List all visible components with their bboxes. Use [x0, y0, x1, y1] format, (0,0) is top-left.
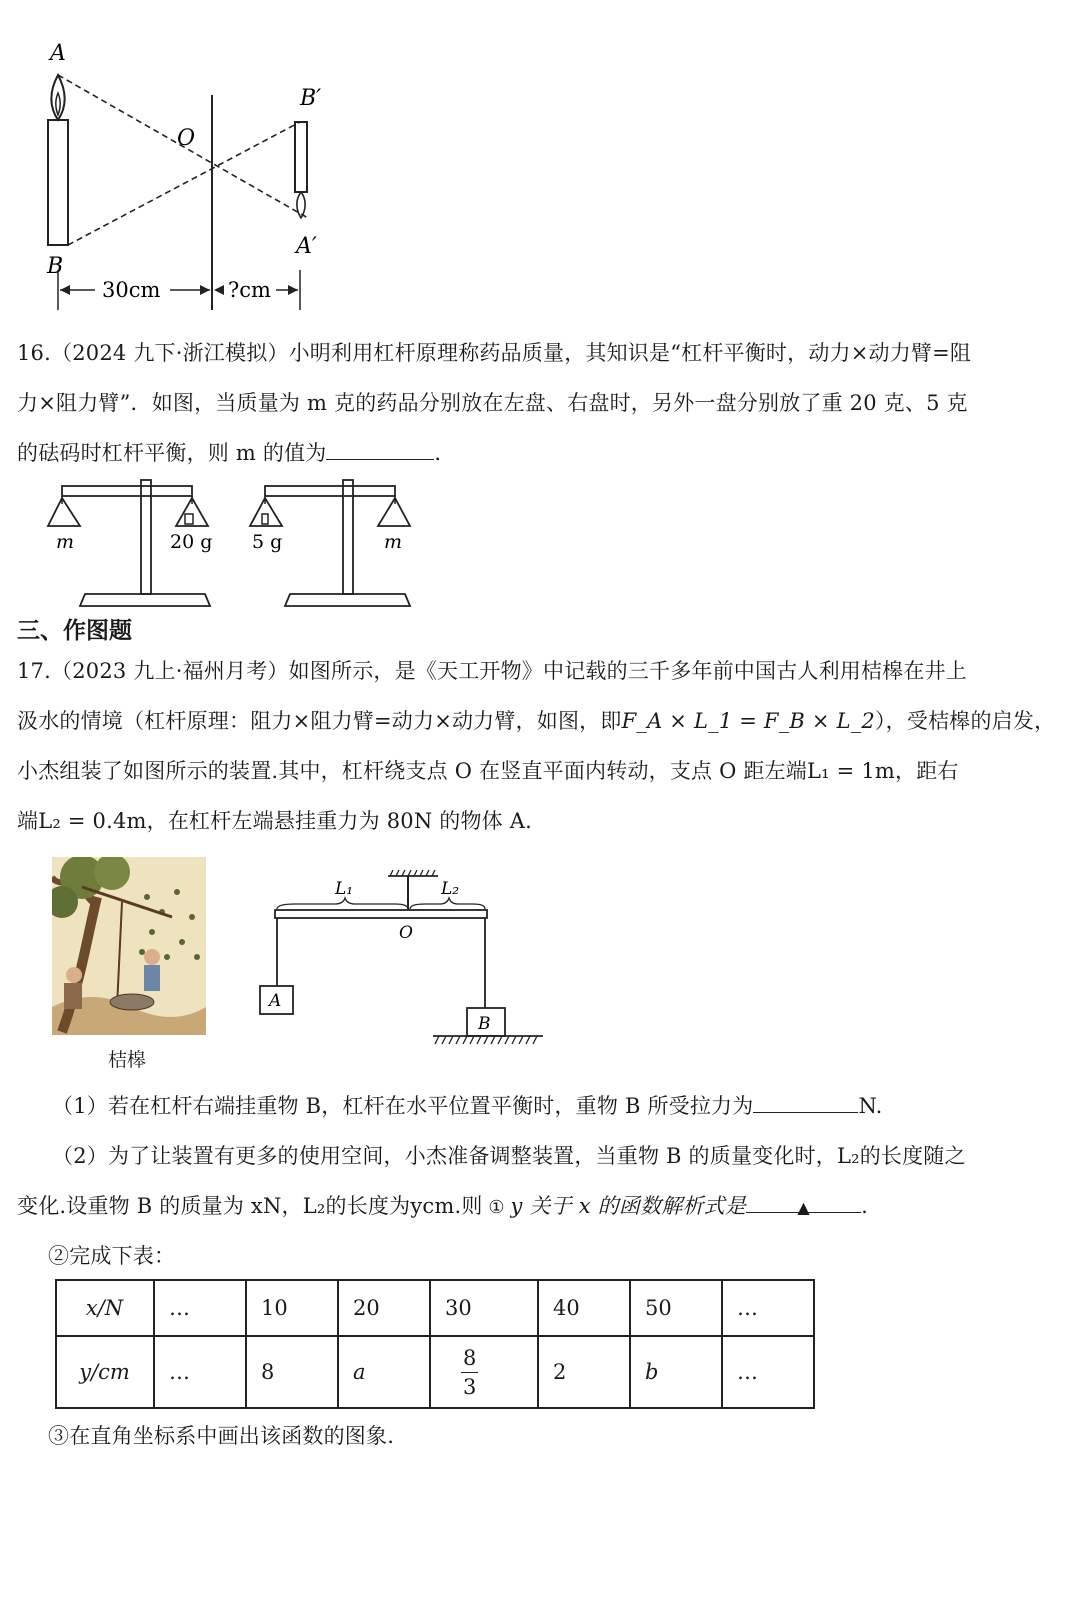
pinhole-figure	[30, 35, 350, 315]
blank-mark: ▲	[797, 1198, 810, 1217]
table-intro	[48, 1240, 175, 1270]
table-intro-text: 完成下表：	[69, 1244, 176, 1268]
label-O: O	[177, 126, 196, 151]
q17-line2-prefix: 汲水的情境（杠杆原理：阻力×阻力臂=动力×动力臂，如图，即	[17, 709, 622, 733]
right-balance-left-label: 5 g	[252, 531, 283, 553]
left-balance-left-label: m	[56, 531, 75, 553]
sub1-line	[52, 1090, 883, 1120]
table-cell: 20	[338, 1280, 430, 1336]
balance-figure	[40, 476, 420, 612]
circle-2: ②	[48, 1244, 70, 1268]
q16-line1: 16.（2024 九下·浙江模拟）小明利用杠杆原理称药品质量，其知识是“杠杆平衡时，动力×动力臂=阻	[17, 341, 972, 365]
table-cell: 10	[246, 1280, 338, 1336]
q17-line2-suffix: ），受桔槔的启发，	[874, 709, 1056, 733]
table-row	[56, 1280, 814, 1336]
sub2-line2-mid: y 关于 x 的函数解析式是	[510, 1194, 747, 1218]
q17-line1: 17.（2023 九上·福州月考）如图所示，是《天工开物》中记载的三千多年前中国古人利用桔槔在井上	[17, 659, 967, 683]
sub2-line2	[17, 1190, 868, 1220]
label-B: B	[47, 254, 64, 279]
table-cell-a[interactable]: a	[338, 1336, 430, 1408]
lever-label-L1: L₁	[335, 879, 354, 899]
sub2-line2-prefix: 变化.设重物 B 的质量为 xN，L₂的长度为ycm.则	[17, 1194, 483, 1218]
table-cell: 8	[246, 1336, 338, 1408]
candle-body	[48, 120, 68, 245]
value-table	[55, 1279, 815, 1409]
q16-line3	[17, 437, 456, 467]
right-balance-right-label: m	[384, 531, 403, 553]
jiegao-caption: 桔槔	[108, 1049, 147, 1071]
lever-label-A: A	[269, 991, 282, 1011]
fraction-numerator: 8	[461, 1344, 478, 1373]
q17-line3: 小杰组装了如图所示的装置.其中，杠杆绕支点 O 在竖直平面内转动，支点 O 距左端L₁ = 1m，距右	[17, 759, 959, 783]
jiegao-illustration	[52, 857, 206, 1035]
table-cell: …	[722, 1336, 814, 1408]
q16-line3-prefix: 的砝码时杠杆平衡，则 m 的值为	[17, 441, 327, 465]
plot-instruction-text: 在直角坐标系中画出该函数的图象.	[69, 1424, 395, 1448]
q17-line2	[17, 705, 1055, 735]
lever-label-B: B	[478, 1014, 491, 1034]
table-cell: …	[154, 1336, 246, 1408]
left-balance	[48, 480, 212, 606]
q16-line2: 力×阻力臂”．如图，当质量为 m 克的药品分别放在左盘、右盘时，另外一盘分别放了重 20 克、5 克	[17, 391, 968, 415]
q17-formula: F_A × L_1 = F_B × L_2	[621, 709, 875, 733]
lever-diagram	[255, 868, 555, 1053]
table-cell-b[interactable]: b	[630, 1336, 722, 1408]
sub1-answer-blank[interactable]	[753, 1094, 858, 1113]
sub2-line1: （2）为了让装置有更多的使用空间，小杰准备调整装置，当重物 B 的质量变化时，L₂的长度随之	[52, 1144, 966, 1168]
sub2-line2-suffix: .	[861, 1194, 868, 1218]
left-balance-right-label: 20 g	[170, 531, 213, 553]
q16-answer-blank[interactable]	[326, 441, 434, 460]
plot-instruction	[48, 1420, 394, 1450]
q16-line3-suffix: ．	[434, 441, 456, 465]
table-cell: 30	[430, 1280, 538, 1336]
dist-right: ?cm	[228, 278, 271, 302]
lever-label-O: O	[399, 923, 413, 943]
table-header-y: y/cm	[56, 1336, 154, 1408]
sub1-prefix: （1）若在杠杆右端挂重物 B，杠杆在水平位置平衡时，重物 B 所受拉力为	[52, 1094, 754, 1118]
dist-left: 30cm	[102, 278, 161, 302]
table-row	[56, 1336, 814, 1408]
sub1-suffix: N.	[858, 1094, 883, 1118]
fraction-denominator: 3	[463, 1374, 477, 1399]
image-candle	[295, 122, 307, 192]
table-cell: …	[154, 1280, 246, 1336]
q17-line4: 端L₂ = 0.4m，在杠杆左端悬挂重力为 80N 的物体 A.	[17, 809, 532, 833]
label-A-prime: A′	[296, 234, 317, 259]
label-B-prime: B′	[300, 86, 322, 111]
label-A: A	[50, 41, 66, 66]
circle-3: ③	[48, 1424, 70, 1448]
sub2-answer-blank[interactable]	[746, 1194, 861, 1217]
circle-1: ①	[488, 1197, 505, 1218]
section-heading: 三、作图题	[17, 618, 132, 644]
lever-label-L2: L₂	[441, 879, 460, 899]
table-cell: …	[722, 1280, 814, 1336]
table-header-x: x/N	[56, 1280, 154, 1336]
fraction	[461, 1344, 478, 1401]
table-cell: 40	[538, 1280, 630, 1336]
right-balance	[250, 480, 410, 606]
table-cell-fraction	[430, 1336, 538, 1408]
table-cell: 50	[630, 1280, 722, 1336]
table-cell: 2	[538, 1336, 630, 1408]
